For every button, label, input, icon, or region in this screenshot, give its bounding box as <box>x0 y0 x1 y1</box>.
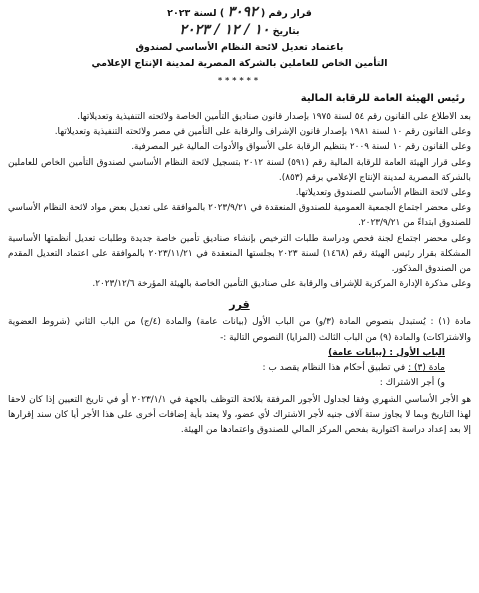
decision-date: ١٠ / ١٢ / ٢٠٢٣ <box>179 22 270 38</box>
article-1 <box>8 315 471 438</box>
decision-header <box>8 4 471 85</box>
item-label: و) أجر الاشتراك : <box>379 377 445 388</box>
decree-heading: قرر <box>229 298 250 312</box>
preamble-paragraph: وعلى محضر اجتماع لجنة فحص ودراسة طلبات الترخيص بإنشاء صناديق تأمين خاصة جديدة وطلبات تعديل أنظمتها الأساسية المشكلة بقرار رئيس الهيئة رقم (١٤٦٨) لسنة ٢٠٢٣ بجلستها المنعقدة في ٢٠٢٣/١١/٢١ بالموافقة على اعتماد التعديل المقدم من الصندوق المذكور. <box>8 233 471 275</box>
preamble-paragraph: وعلى مذكرة الإدارة المركزية للإشراف والرقابة على صناديق التأمين الخاصة بالهيئة المؤرخة ٢٠٢٣/١٢/٦. <box>92 279 471 290</box>
decision-suffix: ) لسنة ٢٠٢٣ <box>167 8 225 19</box>
article-3-label: مادة (٣) : <box>408 362 445 373</box>
article-1-text: مادة (١) : يُستبدل بنصوص المادة (٣/و) من الباب الأول (بيانات عامة) والمادة (٤/ج) من الباب الثاني (شروط العضوية والاشتراكات) والمادة (٩) من الباب الثالث (المزايا) النصوص التالية :- <box>8 317 472 343</box>
decision-title-line-1: باعتماد تعديل لائحة النظام الأساسي لصندوق <box>135 42 344 53</box>
decision-title-line-2: التأمين الخاص للعاملين بالشركة المصرية لمدينة الإنتاج الإعلامي <box>91 58 388 69</box>
chapter-heading: الباب الأول : (بيانات عامة) <box>328 347 445 358</box>
preamble-paragraph: بعد الاطلاع على القانون رقم ٥٤ لسنة ١٩٧٥ بإصدار قانون صناديق التأمين الخاصة ولائحته التنفيذية وتعديلاتها. <box>77 112 471 122</box>
header-divider: ****** <box>217 76 262 85</box>
preamble-paragraph: وعلى قرار الهيئة العامة للرقابة المالية رقم (٥٩١) لسنة ٢٠١٢ بتسجيل لائحة النظام الأساسي لصندوق التأمين الخاص للعاملين بالشركة المصرية لمدينة الإنتاج الإعلامي برقم (٨٥٣). <box>8 157 471 183</box>
preamble-paragraph: وعلى القانون رقم ١٠ لسنة ٢٠٠٩ بتنظيم الرقابة على الأسواق والأدوات المالية غير المصرفية. <box>131 142 471 153</box>
date-prefix: بتاريخ <box>272 26 300 37</box>
decision-prefix: قرار رقم ( <box>260 8 312 19</box>
decision-number: ٣٠٩٢ <box>227 4 258 20</box>
preamble <box>8 110 471 292</box>
decision-date-line <box>8 22 471 40</box>
preamble-paragraph: وعلى القانون رقم ١٠ لسنة ١٩٨١ بإصدار قانون الإشراف والرقابة على التأمين في مصر ولائحته التنفيذية وتعديلاتها. <box>54 127 471 138</box>
preamble-paragraph: وعلى محضر اجتماع الجمعية العمومية للصندوق المنعقدة في ٢٠٢٣/٩/٢١ بالموافقة على تعديل بعض مواد لائحة النظام الأساسي للصندوق ابتداءً من ٢٠٢٣/٩/٢١. <box>8 203 471 229</box>
issuing-authority: رئيس الهيئة العامة للرقابة المالية <box>300 93 465 104</box>
article-3-line <box>8 361 471 376</box>
article-3-intro: في تطبيق أحكام هذا النظام يقصد ب : <box>262 362 409 373</box>
preamble-paragraph: وعلى لائحة النظام الأساسي للصندوق وتعديلاتها. <box>295 188 471 199</box>
decision-number-line <box>8 4 471 22</box>
item-text: هو الأجر الأساسي الشهري وفقا لجداول الأجور المرفقة بلائحة التوظف بالجهة في ٢٠٢٣/١/١ أو في تاريخ التعيين إذا كان لاحقا لهذا التاريخ وبما لا يجاوز ستة آلاف جنيه لأجر الاشتراك لأي عضو، ولا يعتد بأية إضافات أخرى على هذا الأجر أيا كان سند إقرارها إلا بعد إعداد دراسة اكتوارية بفحص المركز المالي للصندوق واعتمادها من الهيئة. <box>8 394 471 436</box>
